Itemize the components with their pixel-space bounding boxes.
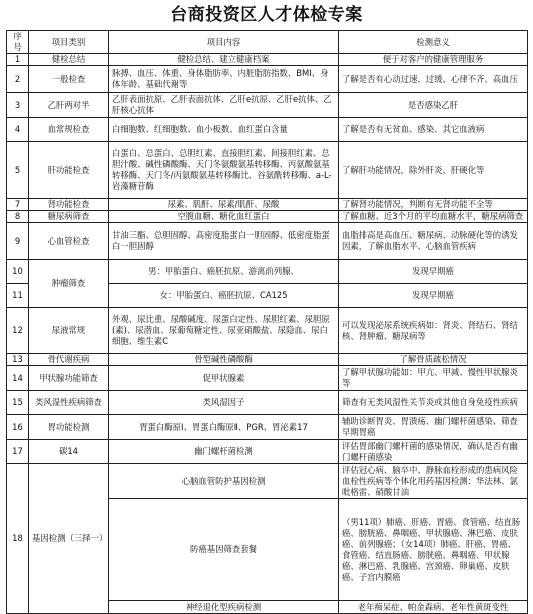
row-content: 神经退化型疾病检测 <box>109 601 339 614</box>
table-row <box>7 223 528 260</box>
row-no: 1 <box>7 54 29 66</box>
row-category: 肾功能检查 <box>29 199 109 211</box>
table-row <box>7 308 528 354</box>
row-content: 白蛋白、总蛋白、总胆红素、直接胆红素、间接胆红素、总胆汁酸、碱性磷酸酶、天门冬氨酸氨基转移酶、丙氨酸氨基转移酶、天门冬/丙氨酸氨基转移酶比、谷氨酰转移酶、a-L-岩藻糖苷酶 <box>109 142 339 199</box>
table-row <box>7 66 528 93</box>
row-content: 女：甲胎蛋白、癌胚抗原、CA125 <box>109 284 339 308</box>
row-content: 类风湿因子 <box>109 391 339 415</box>
row-meaning: 血脂排高是高血压、糖尿病、动脉硬化等的诱发因素，了解血脂水平、心脑血管疾病 <box>339 223 528 260</box>
row-no: 4 <box>7 118 29 142</box>
row-content: 尿素、肌酐、尿素/肌酐、尿酸 <box>109 199 339 211</box>
row-meaning: 了解血糖、近3个月的平均血糖水平，糖尿病筛查 <box>339 211 528 223</box>
row-meaning: 发现早期癌 <box>339 260 528 284</box>
row-meaning: （男11项）肺癌、肝癌、胃癌、食管癌、结直肠癌、膀胱癌、鼻咽癌、甲状腺癌、淋巴癌、皮肤癌、前列腺癌；（女14项）肺癌、肝癌、胃癌、食管癌、结直肠癌、膀胱癌、鼻咽癌、甲状腺癌、淋巴癌、乳腺癌、宫颈癌、卵巢癌、皮肤癌、子宫内膜癌 <box>339 499 528 601</box>
row-no: 8 <box>7 211 29 223</box>
row-meaning: 了解肝功能情况，除外肝炎、肝硬化等 <box>339 142 528 199</box>
row-no: 7 <box>7 199 29 211</box>
row-content: 白细胞数、红细胞数、血小板数、血红蛋白含量 <box>109 118 339 142</box>
row-category: 骨代谢疾病 <box>29 354 109 366</box>
row-no: 3 <box>7 93 29 118</box>
row-category: 健检总结 <box>29 54 109 66</box>
row-meaning: 筛查有无类风湿性关节炎或其他自身免疫性疾病 <box>339 391 528 415</box>
row-category: 胃功能检测 <box>29 415 109 440</box>
row-content: 胃蛋白酶原Ⅰ、胃蛋白酶原Ⅱ、PGR、胃泌素17 <box>109 415 339 440</box>
row-content: 空腹血糖、糖化血红蛋白 <box>109 211 339 223</box>
row-content: 男：甲胎蛋白、癌胚抗原、游离前列腺、 <box>109 260 339 284</box>
row-no: 17 <box>7 440 29 464</box>
row-category: 基因检测（三择一） <box>29 464 109 614</box>
table-row <box>7 354 528 366</box>
row-no: 16 <box>7 415 29 440</box>
table-row <box>7 142 528 199</box>
row-category: 尿液常规 <box>29 308 109 354</box>
table-header-row <box>7 31 528 54</box>
table-row <box>7 464 528 499</box>
row-content: 乙肝表面抗原、乙肝表面抗体、乙肝e抗原、乙肝e抗体、乙肝核心抗体 <box>109 93 339 118</box>
row-content: 幽门螺杆菌检测 <box>109 440 339 464</box>
row-content: 外观、尿比重、尿酸碱度、尿蛋白定性、尿胆红素、尿胆原(素)、尿潜血、尿葡萄糖定性、尿亚硝酸盐、尿隐血、尿白细胞、维生素C <box>109 308 339 354</box>
row-content: 甘油三酯、总胆固醇、高密度脂蛋白一胆固醇、低密度脂蛋白一胆固醇 <box>109 223 339 260</box>
row-category: 血常规检查 <box>29 118 109 142</box>
table-row <box>7 54 528 66</box>
table-row <box>7 391 528 415</box>
row-meaning: 是否感染乙肝 <box>339 93 528 118</box>
row-meaning: 了解是否有无贫血、感染、其它血液病 <box>339 118 528 142</box>
row-category: 碳14 <box>29 440 109 464</box>
checkup-table <box>6 30 528 614</box>
row-category: 乙肝两对半 <box>29 93 109 118</box>
row-meaning: 评估胃部幽门螺杆菌的感染情况，确认是否有幽门螺杆菌感染 <box>339 440 528 464</box>
row-category: 类风湿性疾病筛查 <box>29 391 109 415</box>
row-no: 15 <box>7 391 29 415</box>
row-meaning: 评估冠心病、脑卒中、静脉血栓形成的患病风险血栓性疾病等个体化用药基因检测：华法林、氯吡格雷、硝酸甘油 <box>339 464 528 499</box>
row-content: 脉搏、血压、体重、身体脂肪率、内脏脂肪指数、BMI、身体年龄、基础代谢等 <box>109 66 339 93</box>
row-content: 防癌基因筛查套餐 <box>109 499 339 601</box>
document-title: 台商投资区人才体检专案 <box>170 5 363 25</box>
row-meaning: 了解骨质疏松情况 <box>339 354 528 366</box>
table-row <box>7 93 528 118</box>
row-category: 肿瘤筛查 <box>29 260 109 308</box>
row-category: 肝功能检查 <box>29 142 109 199</box>
row-no: 5 <box>7 142 29 199</box>
row-category: 一般检查 <box>29 66 109 93</box>
header-no: 序号 <box>7 31 29 54</box>
row-meaning: 发现早期癌 <box>339 284 528 308</box>
row-meaning: 了解甲状腺功能如：甲亢、甲减、慢性甲状腺炎等 <box>339 366 528 391</box>
row-category: 甲状腺功能筛查 <box>29 366 109 391</box>
table-row <box>7 260 528 284</box>
row-meaning: 老年痴呆症、帕金森病、老年性黄斑变性 <box>339 601 528 614</box>
header-meaning: 检测意义 <box>339 31 528 54</box>
row-meaning: 了解肾功能情况，判断有无肾功能不全等 <box>339 199 528 211</box>
row-no: 10 <box>7 260 29 284</box>
row-content: 心脑血管防护基因检测 <box>109 464 339 499</box>
row-meaning: 便于对客户的健康管理服务 <box>339 54 528 66</box>
row-no: 14 <box>7 366 29 391</box>
table-row <box>7 415 528 440</box>
row-meaning: 了解是否有心动过速、过缓、心律不齐、高血压 <box>339 66 528 93</box>
row-no: 12 <box>7 308 29 354</box>
table-row <box>7 440 528 464</box>
row-content: 骨型碱性磷酸酶 <box>109 354 339 366</box>
row-no: 18 <box>7 464 29 614</box>
row-content: 促甲状腺素 <box>109 366 339 391</box>
row-meaning: 辅助诊断胃炎、胃溃疡、幽门螺杆菌感染、筛查早期胃癌 <box>339 415 528 440</box>
row-no: 11 <box>7 284 29 308</box>
row-category: 糖尿病筛查 <box>29 211 109 223</box>
row-category: 心血管检查 <box>29 223 109 260</box>
row-no: 2 <box>7 66 29 93</box>
row-content: 健检总结、建立健康档案 <box>109 54 339 66</box>
header-category: 项目类别 <box>29 31 109 54</box>
header-content: 项目内容 <box>109 31 339 54</box>
table-row <box>7 366 528 391</box>
row-meaning: 可以发现泌尿系统疾病如：肾炎、肾结石、肾结核、肾肿瘤、糖尿病等 <box>339 308 528 354</box>
table-row <box>7 199 528 211</box>
row-no: 13 <box>7 354 29 366</box>
table-row <box>7 211 528 223</box>
table-row <box>7 118 528 142</box>
row-no: 9 <box>7 223 29 260</box>
